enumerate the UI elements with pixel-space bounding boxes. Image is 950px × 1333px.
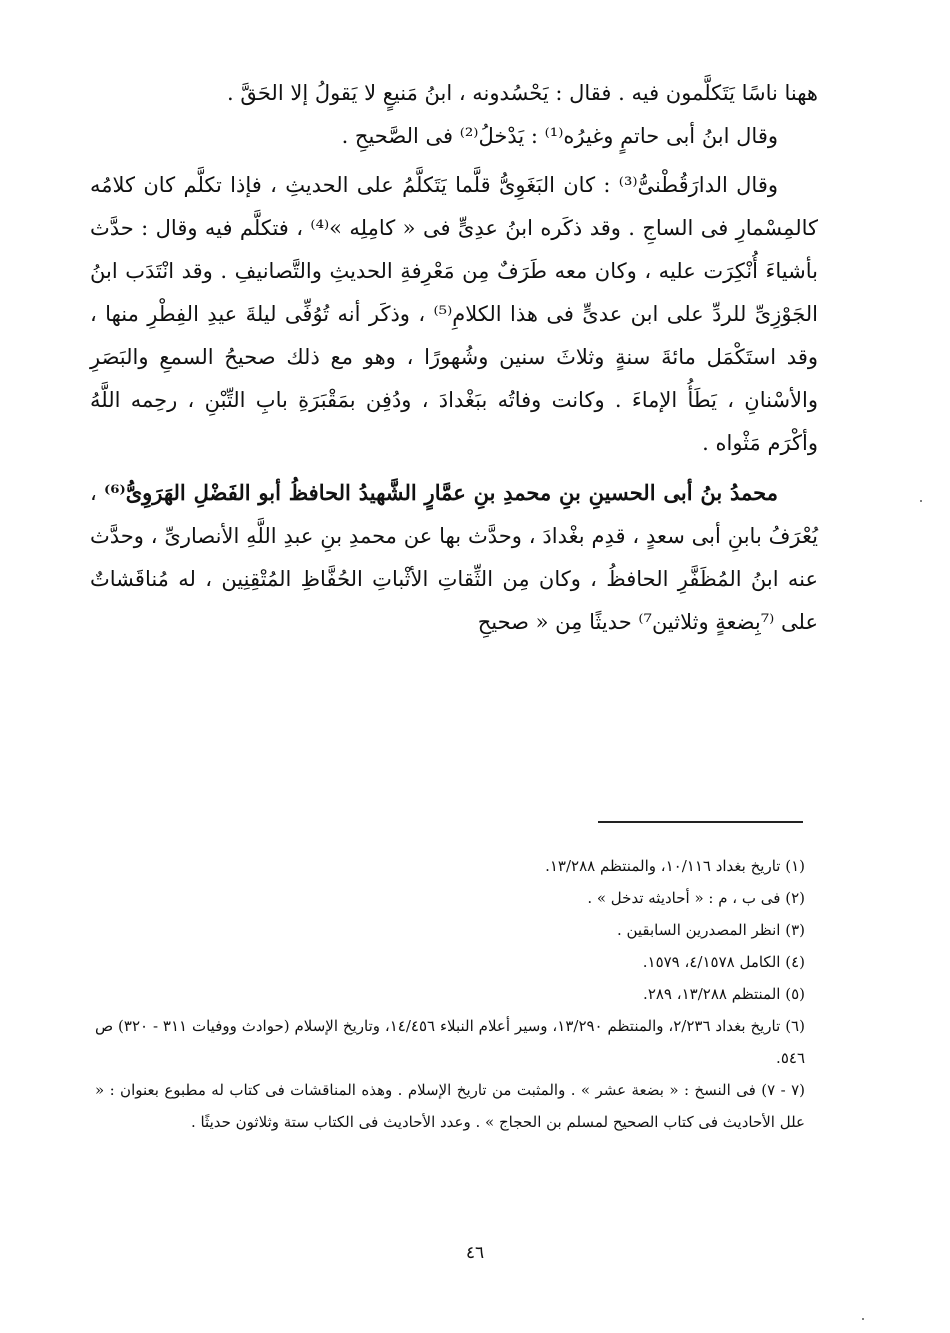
scan-speck (920, 500, 922, 502)
footnote-separator (598, 821, 803, 823)
paragraph-ibn-abi-hatim: وقال ابنُ أبى حاتمٍ وغيرُه⁽¹⁾ : يَدْخلُ⁽²⁾ فى الصَّحيحِ . (341, 124, 778, 148)
footnote-6: (٦) تاريخ بغداد ٢/٢٣٦، والمنتظم ١٣/٢٩٠، وسير أعلام النبلاء ١٤/٤٥٦، وتاريخ الإسلام (حوادث ووفيات ٣١١ - ٣٢٠) ص ٥٤٦. (95, 1017, 805, 1067)
footnote-7: (٧ - ٧) فى النسخ : « بضعة عشر » . والمثبت من تاريخ الإسلام . وهذه المناقشات فى كتاب له مطبوع بعنوان : « علل الأحاديث فى كتاب الصحيح لمسلم بن الحجاج » . وعدد الأحاديث فى الكتاب ستة وثلاثون حديثًا . (95, 1081, 805, 1131)
footnote-5: (٥) المنتظم ١٣/٢٨٨، ٢٨٩. (643, 985, 805, 1003)
footnote-3: (٣) انظر المصدرين السابقين . (616, 921, 805, 939)
page-number: ٤٦ (465, 1243, 485, 1263)
biography-text: ، يُعْرَفُ بابنِ أبى سعدٍ ، قدِم بغْدادَ ، وحدَّث بها عن محمدِ بنِ عبدِ اللَّهِ الأنصارىِّ ، وحدَّث عنه ابنُ المُظَفَّرِ الحافظُ ، وكان مِن الثِّقاتِ الأثْباتِ الحُفَّاظِ المُتْقِنِين ، له مُناقَشاتٌ على ⁽⁷بِضعةٍ وثلاثين⁷⁾ حديثًا مِن « صحيحِ (90, 481, 818, 634)
paragraph-daraqutni: وقال الدارَقُطْنىُّ⁽³⁾ : كان البَغَوِىُّ قلَّما يَتَكلَّمُ على الحديثِ ، فإذا تكلَّم كان كلامُه كالمِسْمارِ فى الساجِ . وقد ذكَره ابنُ عدِىٍّ فى « كامِلِه »⁽⁴⁾ ، فتكلَّم فيه وقال : حدَّث بأشياءَ أُنْكِرَت عليه ، وكان معه طَرَفٌ مِن مَعْرِفةِ الحديثِ والتَّصانيفِ . وقد انْتَدَب ابنُ الجَوْزِىِّ للردِّ على ابن عدىٍّ فى هذا الكلامِ⁽⁵⁾ ، وذكَر أنه تُوُفِّى ليلةَ عيدِ الفِطْرِ منها ، وقد استَكْمَل مائةَ سنةٍ وثلاثَ سنين وشُهورًا ، وهو مع ذلك صحيحُ السمعِ والبَصَرِ والأسْنانِ ، يَطَأُ الإماءَ . وكانت وفاتُه ببَغْدادَ ، ودُفِن بمَقْبَرَةِ بابِ التِّبْنِ ، رحِمه اللَّهُ وأكْرَم مَثْواه . (90, 173, 818, 455)
footnote-2: (٢) فى ب ، م : « أحاديثه تدخل » . (587, 889, 805, 907)
main-text (90, 72, 818, 644)
biography-heading-name: محمدُ بنُ أبى الحسينِ بنِ محمدِ بنِ عمَّارٍ الشَّهيدُ الحافظُ أبو الفَضْلِ الهَرَوِىُّ⁽⁶⁾ (103, 480, 778, 505)
paragraph-continuation: ههنا ناسًا يَتَكلَّمون فيه . فقال : يَحْسُدونه ، ابنُ مَنيعٍ لا يَقولُ إلا الحَقَّ . (227, 81, 818, 105)
footnotes (95, 850, 805, 1138)
biography-entry (90, 471, 818, 644)
footnote-4: (٤) الكامل ٤/١٥٧٨، ١٥٧٩. (642, 953, 805, 971)
scan-speck (862, 1318, 864, 1320)
footnote-1: (١) تاريخ بغداد ١٠/١١٦، والمنتظم ١٣/٢٨٨. (545, 857, 805, 875)
